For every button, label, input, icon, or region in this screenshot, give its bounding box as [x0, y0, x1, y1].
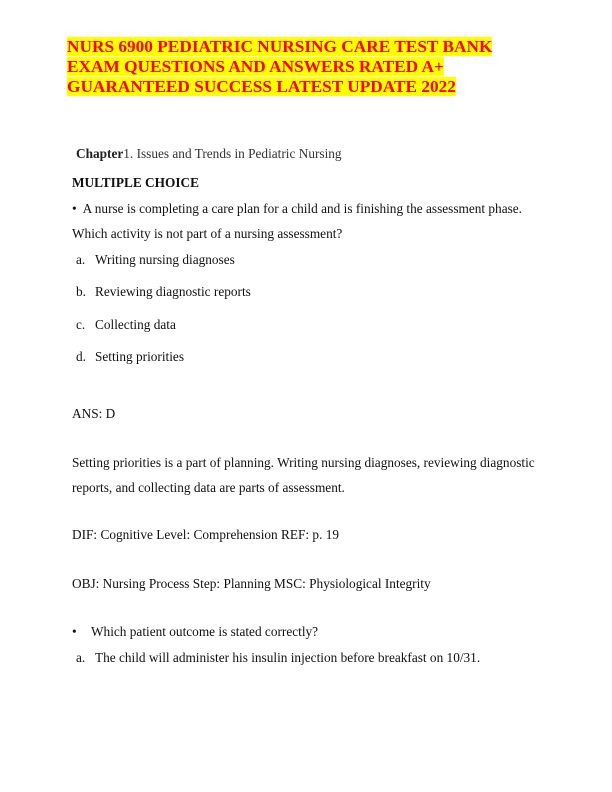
- question-bullet: •: [72, 624, 77, 639]
- option-text: Collecting data: [95, 317, 176, 332]
- option-letter: d.: [76, 349, 86, 364]
- option-letter: a.: [76, 252, 86, 267]
- option-letter: c.: [76, 317, 86, 332]
- question-2-option-a: [76, 650, 480, 666]
- rationale: Setting priorities is a part of planning. Writing nursing diagnoses, reviewing diagnostic reports, and collecting data are parts of assessment.: [72, 455, 535, 495]
- title-line-1: NURS 6900 PEDIATRIC NURSING CARE TEST BANK: [67, 37, 493, 56]
- option-a: [76, 252, 235, 268]
- question-bullet: •: [72, 201, 77, 216]
- option-text: Setting priorities: [95, 349, 185, 364]
- option-d: [76, 349, 184, 365]
- title-line-3: GUARANTEED SUCCESS LATEST UPDATE 2022: [67, 77, 456, 96]
- chapter-label: Chapter: [76, 146, 124, 161]
- option-text: Writing nursing diagnoses: [95, 252, 235, 267]
- objective-msc: OBJ: Nursing Process Step: Planning MSC: Physiological Integrity: [72, 576, 431, 591]
- question-2: [72, 624, 318, 640]
- title-line-2: EXAM QUESTIONS AND ANSWERS RATED A+: [67, 57, 444, 76]
- question-1-text: A nurse is completing a care plan for a child and is finishing the assessment phase. Which activity is not part of a nursing assessment?: [72, 201, 523, 241]
- difficulty-reference: DIF: Cognitive Level: Comprehension REF: p. 19: [72, 527, 340, 542]
- option-letter: b.: [76, 284, 86, 299]
- question-1: [72, 196, 542, 246]
- option-text: Reviewing diagnostic reports: [95, 284, 251, 299]
- option-text: The child will administer his insulin injection before breakfast on 10/31.: [95, 650, 481, 665]
- section-heading: MULTIPLE CHOICE: [72, 175, 199, 190]
- option-letter: a.: [76, 650, 86, 665]
- option-b: [76, 284, 251, 300]
- option-c: [76, 317, 176, 333]
- document-title: [67, 37, 537, 97]
- answer-key: ANS: D: [72, 406, 116, 421]
- chapter-heading: [76, 146, 342, 162]
- question-2-text: Which patient outcome is stated correctly?: [91, 624, 319, 639]
- chapter-title: 1. Issues and Trends in Pediatric Nursing: [123, 146, 342, 161]
